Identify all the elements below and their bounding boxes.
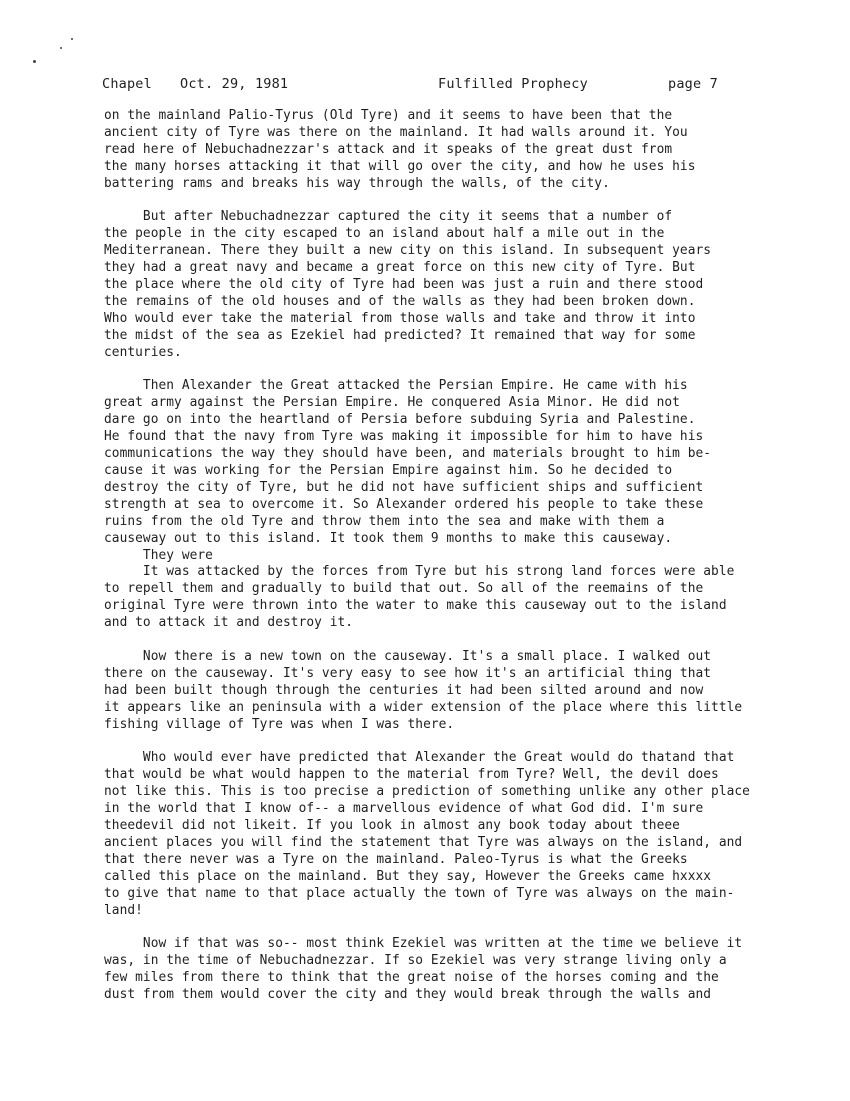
text-line: read here of Nebuchadnezzar's attack and it speaks of the great dust from	[104, 141, 673, 157]
paragraph	[104, 108, 754, 193]
text-line: ancient city of Tyre was there on the mainland. It had walls around it. You	[104, 124, 688, 140]
text-line: dare go on into the heartland of Persia before subduing Syria and Palestine.	[104, 412, 696, 428]
text-line: ruins from the old Tyre and throw them into the sea and make with them a	[104, 513, 665, 529]
text-line: not like this. This is too precise a prediction of something unlike any other place	[104, 784, 750, 800]
text-line: Then Alexander the Great attacked the Persian Empire. He came with his	[104, 378, 688, 394]
text-line: that would be what would happen to the material from Tyre? Well, the devil does	[104, 767, 719, 783]
header-page-number: page 7	[668, 76, 718, 92]
text-line: But after Nebuchadnezzar captured the city it seems that a number of	[104, 209, 673, 225]
paper-speck	[71, 38, 73, 40]
text-line: theedevil did not likeit. If you look in almost any book today about theee	[104, 818, 680, 833]
text-line: They were	[104, 547, 213, 563]
text-line: destroy the city of Tyre, but he did not have sufficient ships and sufficient	[104, 479, 704, 495]
text-line: they had a great navy and became a great force on this new city of Tyre. But	[104, 260, 696, 276]
paragraph	[104, 936, 754, 1004]
text-line: called this place on the mainland. But they say, However the Greeks came hxxxx	[104, 868, 712, 884]
paper-speck	[60, 47, 62, 49]
text-line: there on the causeway. It's very easy to see how it's an artificial thing that	[104, 665, 712, 681]
text-line: the remains of the old houses and of the walls as they had been broken down.	[104, 293, 696, 309]
paragraph	[104, 564, 754, 632]
text-line: Now there is a new town on the causeway. It's a small place. I walked out	[104, 648, 712, 664]
text-line: strength at sea to overcome it. So Alexander ordered his people to take these	[104, 496, 704, 512]
text-line: great army against the Persian Empire. He conquered Asia Minor. He did not	[104, 395, 680, 411]
text-line: battering rams and breaks his way through the walls, of the city.	[104, 175, 610, 191]
text-line: causeway out to this island. It took them 9 months to make this causeway.	[104, 530, 673, 546]
text-line: had been built though through the centuries it had been silted around and now	[104, 682, 704, 698]
text-line: the place where the old city of Tyre had been was just a ruin and there stood	[104, 277, 704, 293]
text-line: few miles from there to think that the great noise of the horses coming and the	[104, 970, 719, 986]
text-line: cause it was working for the Persian Empire against him. So he decided to	[104, 463, 673, 478]
text-line: ancient places you will find the statement that Tyre was always on the island, and	[104, 834, 743, 850]
text-line: Now if that was so-- most think Ezekiel was written at the time we believe it	[104, 936, 743, 952]
header-date: Oct. 29, 1981	[180, 76, 289, 92]
text-line: and to attack it and destroy it.	[104, 615, 354, 631]
text-line: Who would ever have predicted that Alexander the Great would do thatand that	[104, 750, 735, 766]
paragraph	[104, 649, 754, 734]
page-header	[102, 76, 742, 96]
paper-speck	[33, 60, 36, 63]
paragraph	[104, 378, 754, 564]
text-line: in the world that I know of-- a marvellous evidence of what God did. I'm sure	[104, 801, 704, 817]
text-line: to repell them and gradually to build that out. So all of the reemains of the	[104, 581, 704, 597]
text-line: communications the way they should have been, and materials brought to him be-	[104, 446, 712, 462]
text-line: was, in the time of Nebuchadnezzar. If so Ezekiel was very strange living only a	[104, 953, 727, 969]
text-line: it appears like an peninsula with a wider extension of the place where this little	[104, 699, 743, 715]
header-title: Fulfilled Prophecy	[438, 76, 588, 92]
document-body	[104, 108, 754, 1021]
text-line: the people in the city escaped to an island about half a mile out in the	[104, 226, 665, 242]
text-line: Mediterranean. There they built a new city on this island. In subsequent years	[104, 243, 712, 259]
text-line: Who would ever take the material from those walls and take and throw it into	[104, 310, 696, 326]
text-line: fishing village of Tyre was when I was there.	[104, 716, 455, 732]
text-line: land!	[104, 902, 143, 918]
text-line: the midst of the sea as Ezekiel had predicted? It remained that way for some	[104, 327, 696, 343]
text-line: centuries.	[104, 344, 182, 360]
text-line: dust from them would cover the city and they would break through the walls and	[104, 987, 712, 1003]
text-line: He found that the navy from Tyre was making it impossible for him to have his	[104, 429, 704, 445]
text-line: original Tyre were thrown into the water to make this causeway out to the island	[104, 598, 727, 614]
text-line: to give that name to that place actually the town of Tyre was always on the main-	[104, 885, 735, 901]
text-line: the many horses attacking it that will go over the city, and how he uses his	[104, 158, 696, 174]
paragraph	[104, 209, 754, 361]
header-chapel: Chapel	[102, 76, 152, 92]
text-line: on the mainland Palio-Tyrus (Old Tyre) and it seems to have been that the	[104, 108, 673, 123]
text-line: that there never was a Tyre on the mainland. Paleo-Tyrus is what the Greeks	[104, 851, 688, 867]
text-line: It was attacked by the forces from Tyre but his strong land forces were able	[104, 564, 735, 580]
paragraph	[104, 750, 754, 919]
